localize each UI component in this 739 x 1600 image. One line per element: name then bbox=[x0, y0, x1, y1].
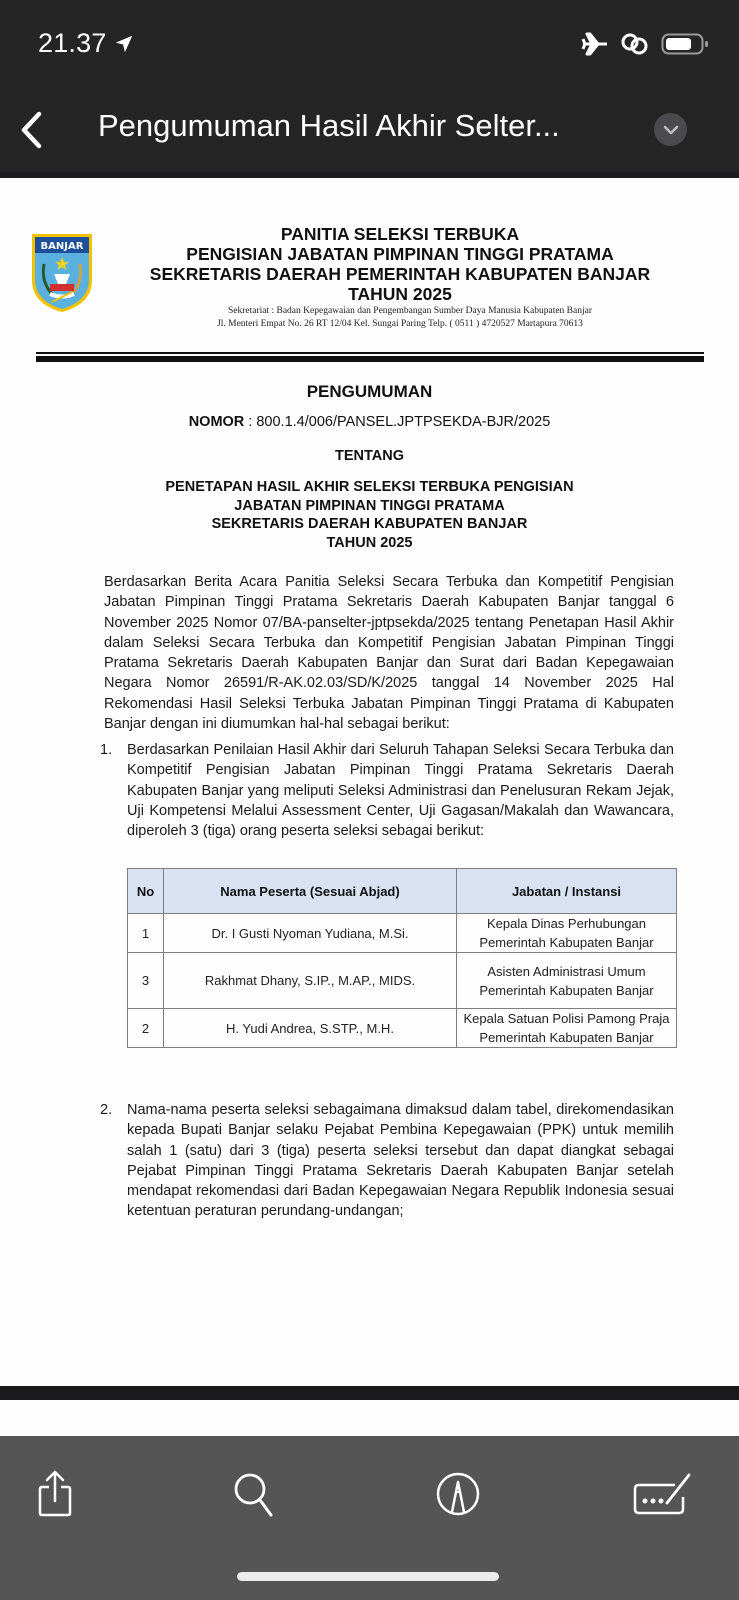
markup-button[interactable] bbox=[430, 1466, 486, 1522]
cell-no: 3 bbox=[128, 953, 164, 1009]
status-time: 21.37 bbox=[38, 28, 107, 58]
logo-text: BANJAR bbox=[40, 241, 84, 252]
title-menu-button[interactable] bbox=[654, 113, 687, 146]
subject-heading bbox=[0, 478, 739, 552]
instansi-line: Pemerintah Kabupaten Banjar bbox=[479, 982, 654, 998]
cell-nama: Dr. I Gusti Nyoman Yudiana, M.Si. bbox=[164, 914, 457, 953]
location-arrow-icon bbox=[113, 33, 135, 55]
jabatan-line: Kepala Dinas Perhubungan bbox=[486, 916, 646, 931]
letterhead-title-4: TAHUN 2025 bbox=[348, 284, 452, 304]
banjar-logo-icon bbox=[30, 232, 94, 314]
letterhead-rule-thick bbox=[36, 356, 704, 362]
announcement-heading: PENGUMUMAN bbox=[306, 382, 433, 401]
signature-button[interactable] bbox=[628, 1466, 698, 1522]
page-separator bbox=[0, 1386, 739, 1400]
signature-icon bbox=[631, 1471, 695, 1517]
jabatan-line: Kepala Satuan Polisi Pamong Praja bbox=[463, 1011, 670, 1026]
cell-no: 1 bbox=[128, 914, 164, 953]
list-item-2 bbox=[100, 1100, 674, 1222]
share-button[interactable] bbox=[27, 1466, 83, 1522]
letterhead-title-1: PANITIA SELEKSI TERBUKA bbox=[280, 224, 520, 244]
list-item-1 bbox=[100, 740, 674, 841]
cell-nama: Rakhmat Dhany, S.IP., M.AP., MIDS. bbox=[164, 953, 457, 1009]
letterhead-rule-thin bbox=[36, 352, 704, 354]
list-item-text: Nama-nama peserta seleksi sebagaimana dimaksud dalam tabel, direkomendasikan kepada Bupati Banjar selaku Pejabat Pembina Kepegawaian (PPK) untuk memilih salah 1 (satu) dari 3 (tiga) peserta seleksi tersebut dan dapat diangkat sebagai Pejabat Pimpinan Tinggi Pratama Sekretaris Daerah Kabupaten Banjar setelah mendapat rekomendasi dari Badan Kepegawaian Negara Republik Indonesia sesuai ketentuan peraturan perundang-undangan; bbox=[127, 1102, 674, 1220]
header-nama: Nama Peserta (Sesuai Abjad) bbox=[164, 869, 457, 914]
letterhead-title-3: SEKRETARIS DAERAH PEMERINTAH KABUPATEN BANJAR bbox=[149, 264, 651, 284]
search-button[interactable] bbox=[226, 1466, 282, 1522]
tentang-heading: TENTANG bbox=[334, 448, 404, 464]
airplane-icon bbox=[581, 32, 609, 56]
letterhead-address: Jl. Menteri Empat No. 26 RT 12/04 Kel. Sungai Paring Telp. ( 0511 ) 4720527 Martapura 70613 bbox=[217, 319, 583, 329]
table-row bbox=[128, 1009, 677, 1048]
subject-line-4: TAHUN 2025 bbox=[326, 534, 413, 551]
status-icons bbox=[581, 32, 709, 56]
home-indicator[interactable] bbox=[237, 1572, 499, 1581]
search-icon bbox=[231, 1469, 277, 1519]
subject-line-2: JABATAN PIMPINAN TINGGI PRATAMA bbox=[234, 497, 505, 514]
instansi-line: Pemerintah Kabupaten Banjar bbox=[479, 1030, 654, 1045]
table-header-row bbox=[128, 869, 677, 914]
cell-jabatan bbox=[457, 953, 677, 1009]
chevron-down-icon bbox=[663, 124, 679, 136]
header-jabatan: Jabatan / Instansi bbox=[457, 869, 677, 914]
instansi-line: Pemerintah Kabupaten Banjar bbox=[479, 935, 654, 950]
share-icon bbox=[35, 1469, 75, 1519]
nomor-value: : 800.1.4/006/PANSEL.JPTPSEKDA-BJR/2025 bbox=[244, 414, 551, 430]
back-button[interactable] bbox=[14, 108, 48, 152]
link-icon bbox=[619, 32, 651, 56]
cell-no: 2 bbox=[128, 1009, 164, 1048]
status-time-group bbox=[38, 28, 135, 59]
chevron-left-icon bbox=[19, 111, 43, 149]
cell-jabatan bbox=[457, 1009, 677, 1048]
intro-paragraph: Berdasarkan Berita Acara Panitia Seleksi Secara Terbuka dan Kompetitif Pengisian Jabatan Pimpinan Tinggi Pratama Sekretaris Daerah Kabupaten Banjar tanggal 6 November 2025 Nomor 07/BA-panselter-jptpsekda/2025 tentang Penetapan Hasil Akhir dalam Seleksi Secara Terbuka dan Kompetitif Pengisian Jabatan Pimpinan Tinggi Pratama Sekretaris Daerah Kabupaten Banjar dan Surat dari Badan Kepegawaian Negara Nomor 26591/R-AK.02.03/SD/K/2025 tanggal 14 November 2025 Hal Rekomendasi Hasil Seleksi Terbuka Jabatan Pimpinan Tinggi Pratama di Kabupaten Banjar dengan ini diumumkan hal-hal sebagai berikut: bbox=[104, 574, 674, 733]
next-document-page[interactable] bbox=[0, 1400, 739, 1436]
nomor-label: NOMOR bbox=[188, 414, 245, 430]
table-row bbox=[128, 914, 677, 953]
list-item-number: 1. bbox=[100, 742, 113, 758]
battery-icon bbox=[661, 32, 709, 56]
document-title: Pengumuman Hasil Akhir Selter... bbox=[98, 108, 560, 143]
jabatan-line: Asisten Administrasi Umum bbox=[487, 963, 646, 979]
letterhead-secretariat: Sekretariat : Badan Kepegawaian dan Pengembangan Sumber Daya Manusia Kabupaten Banjar bbox=[227, 306, 593, 316]
letterhead-title-2: PENGISIAN JABATAN PIMPINAN TINGGI PRATAMA bbox=[186, 244, 614, 264]
subject-line-1: PENETAPAN HASIL AKHIR SELEKSI TERBUKA PENGISIAN bbox=[165, 479, 574, 495]
table-row bbox=[128, 953, 677, 1009]
cell-jabatan bbox=[457, 914, 677, 953]
nav-bar bbox=[0, 90, 739, 172]
list-item-number: 2. bbox=[100, 1102, 113, 1118]
participants-table bbox=[127, 868, 677, 1048]
list-item-text: Berdasarkan Penilaian Hasil Akhir dari Seluruh Tahapan Seleksi Secara Terbuka dan Kompetitif Pengisian Jabatan Pimpinan Tinggi Pratama Sekretaris Daerah Kabupaten Banjar yang meliputi Seleksi Administrasi dan Penelusuran Rekam Jejak, Uji Kompetensi Melalui Assessment Center, Uji Gagasan/Makalah dan Wawancara, diperoleh 3 (tiga) orang peserta seleksi sebagai berikut: bbox=[127, 742, 674, 840]
document-page[interactable] bbox=[0, 178, 739, 1386]
markup-pen-icon bbox=[434, 1470, 482, 1518]
header-no: No bbox=[128, 869, 164, 914]
status-bar bbox=[0, 0, 739, 90]
announcement-number bbox=[0, 414, 739, 430]
bottom-toolbar bbox=[0, 1436, 739, 1600]
cell-nama: H. Yudi Andrea, S.STP., M.H. bbox=[164, 1009, 457, 1048]
subject-line-3: SEKRETARIS DAERAH KABUPATEN BANJAR bbox=[211, 516, 528, 532]
